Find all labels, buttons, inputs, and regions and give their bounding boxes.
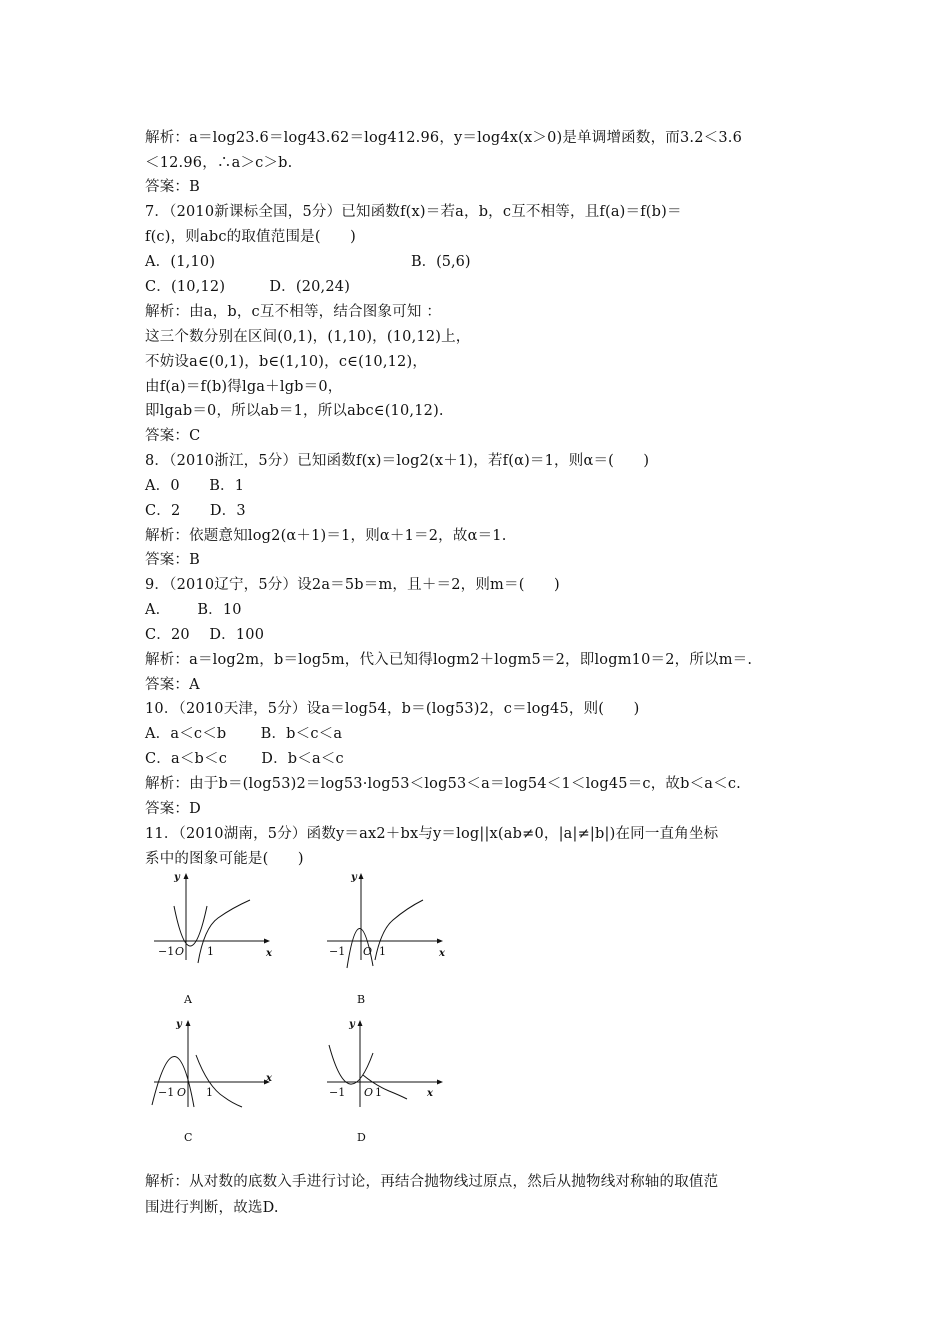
- graph-b-tick-neg1: −1: [329, 945, 346, 958]
- q9-options-cd: C．20 D．100: [145, 627, 265, 643]
- graph-b-tick-1: 1: [379, 945, 386, 958]
- graph-d-x-label: x: [427, 1088, 433, 1099]
- q10-options-cd: C．a＜b＜c D．b＜a＜c: [145, 751, 344, 767]
- graph-b-caption: B: [357, 993, 366, 1006]
- graph-c-tick-1: 1: [206, 1086, 213, 1099]
- q8-answer: 答案：B: [145, 552, 200, 568]
- graph-a-origin: O: [175, 945, 185, 958]
- graph-d-y-label: y: [349, 1019, 355, 1030]
- graph-d-tick-neg1: −1: [329, 1086, 346, 1099]
- q7-analysis-line3: 不妨设a∈(0,1)，b∈(1,10)，c∈(10,12)，: [145, 354, 428, 370]
- q6-analysis-line1: 解析：a＝log23.6＝log43.62＝log412.96，y＝log4x(x＞0)是单调增函数，而3.2＜3.6: [145, 130, 743, 146]
- graph-b-x-label: x: [439, 948, 445, 959]
- graph-a-y-label: y: [174, 872, 180, 883]
- q7-option-a: A．(1,10): [145, 254, 216, 270]
- graph-a-tick-1: 1: [207, 945, 214, 958]
- q7-stem-line1: 7．（2010新课标全国，5分）已知函数f(x)＝若a，b，c互不相等，且f(a)＝f(b)＝: [145, 204, 682, 220]
- q9-stem: 9．（2010辽宁，5分）设2a＝5b＝m，且＋＝2，则m＝( ): [145, 577, 560, 593]
- q9-analysis: 解析：a＝log2m，b＝log5m，代入已知得logm2＋logm5＝2，即logm10＝2，所以m＝.: [145, 652, 753, 668]
- graph-d-tick-1: 1: [375, 1086, 382, 1099]
- graph-d-caption: D: [357, 1131, 366, 1144]
- q7-analysis-line4: 由f(a)＝f(b)得lga＋lgb＝0，: [145, 379, 343, 395]
- q10-answer: 答案：D: [145, 801, 201, 817]
- graph-a-caption: A: [184, 993, 192, 1006]
- q7-analysis-line2: 这三个数分别在区间(0,1)，(1,10)，(10,12)上，: [145, 329, 471, 345]
- q7-analysis-line1: 解析：由a，b，c互不相等，结合图象可知 ：: [145, 304, 442, 320]
- q7-answer: 答案：C: [145, 428, 201, 444]
- q11-stem-line2: 系中的图象可能是( ): [145, 851, 304, 867]
- graph-b-y-label: y: [351, 872, 357, 883]
- graph-b: [323, 868, 448, 963]
- graph-d: [323, 1015, 448, 1110]
- q6-analysis-line2: ＜12.96，∴a＞c＞b.: [145, 155, 293, 171]
- q7-option-b: B．(5,6): [411, 254, 471, 270]
- graph-c-tick-neg1: −1: [158, 1086, 175, 1099]
- q10-options-ab: A．a＜c＜b B．b＜c＜a: [145, 726, 343, 742]
- q7-stem-line2: f(c)，则abc的取值范围是( ): [145, 229, 356, 245]
- graph-c-y-label: y: [176, 1019, 182, 1030]
- graph-b-origin: O: [363, 945, 373, 958]
- graph-c-caption: C: [184, 1131, 193, 1144]
- q8-stem: 8．（2010浙江，5分）已知函数f(x)＝log2(x＋1)，若f(α)＝1，则α＝( ): [145, 453, 650, 469]
- q10-analysis: 解析：由于b＝(log53)2＝log53·log53＜log53＜a＝log54＜1＜log45＝c，故b＜a＜c.: [145, 776, 741, 792]
- graph-c: [150, 1015, 275, 1110]
- graph-d-origin: O: [364, 1086, 374, 1099]
- q8-options-ab: A．0 B．1: [145, 478, 245, 494]
- q10-stem: 10．（2010天津，5分）设a＝log54，b＝(log53)2，c＝log45，则( ): [145, 701, 640, 717]
- q11-analysis-line1: 解析：从对数的底数入手进行讨论，再结合抛物线过原点，然后从抛物线对称轴的取值范: [145, 1174, 719, 1190]
- graph-c-x-label: x: [266, 1073, 272, 1084]
- q9-answer: 答案：A: [145, 677, 200, 693]
- q11-stem-line1: 11．（2010湖南，5分）函数y＝ax2＋bx与y＝log||x(ab≠0，|a|≠|b|)在同一直角坐标: [145, 826, 719, 842]
- graph-a: [150, 868, 275, 963]
- q8-options-cd: C．2 D．3: [145, 503, 246, 519]
- graph-a-x-label: x: [266, 948, 272, 959]
- graph-a-tick-neg1: −1: [158, 945, 175, 958]
- q9-options-ab: A． B．10: [145, 602, 242, 618]
- q6-answer: 答案：B: [145, 179, 200, 195]
- q7-analysis-line5: 即lgab＝0，所以ab＝1，所以abc∈(10,12).: [145, 403, 444, 419]
- q8-analysis: 解析：依题意知log2(α＋1)＝1，则α＋1＝2，故α＝1.: [145, 528, 507, 544]
- graph-c-origin: O: [177, 1086, 187, 1099]
- q7-options-cd: C．(10,12) D．(20,24): [145, 279, 351, 295]
- q11-analysis-line2: 围进行判断，故选D.: [145, 1200, 279, 1216]
